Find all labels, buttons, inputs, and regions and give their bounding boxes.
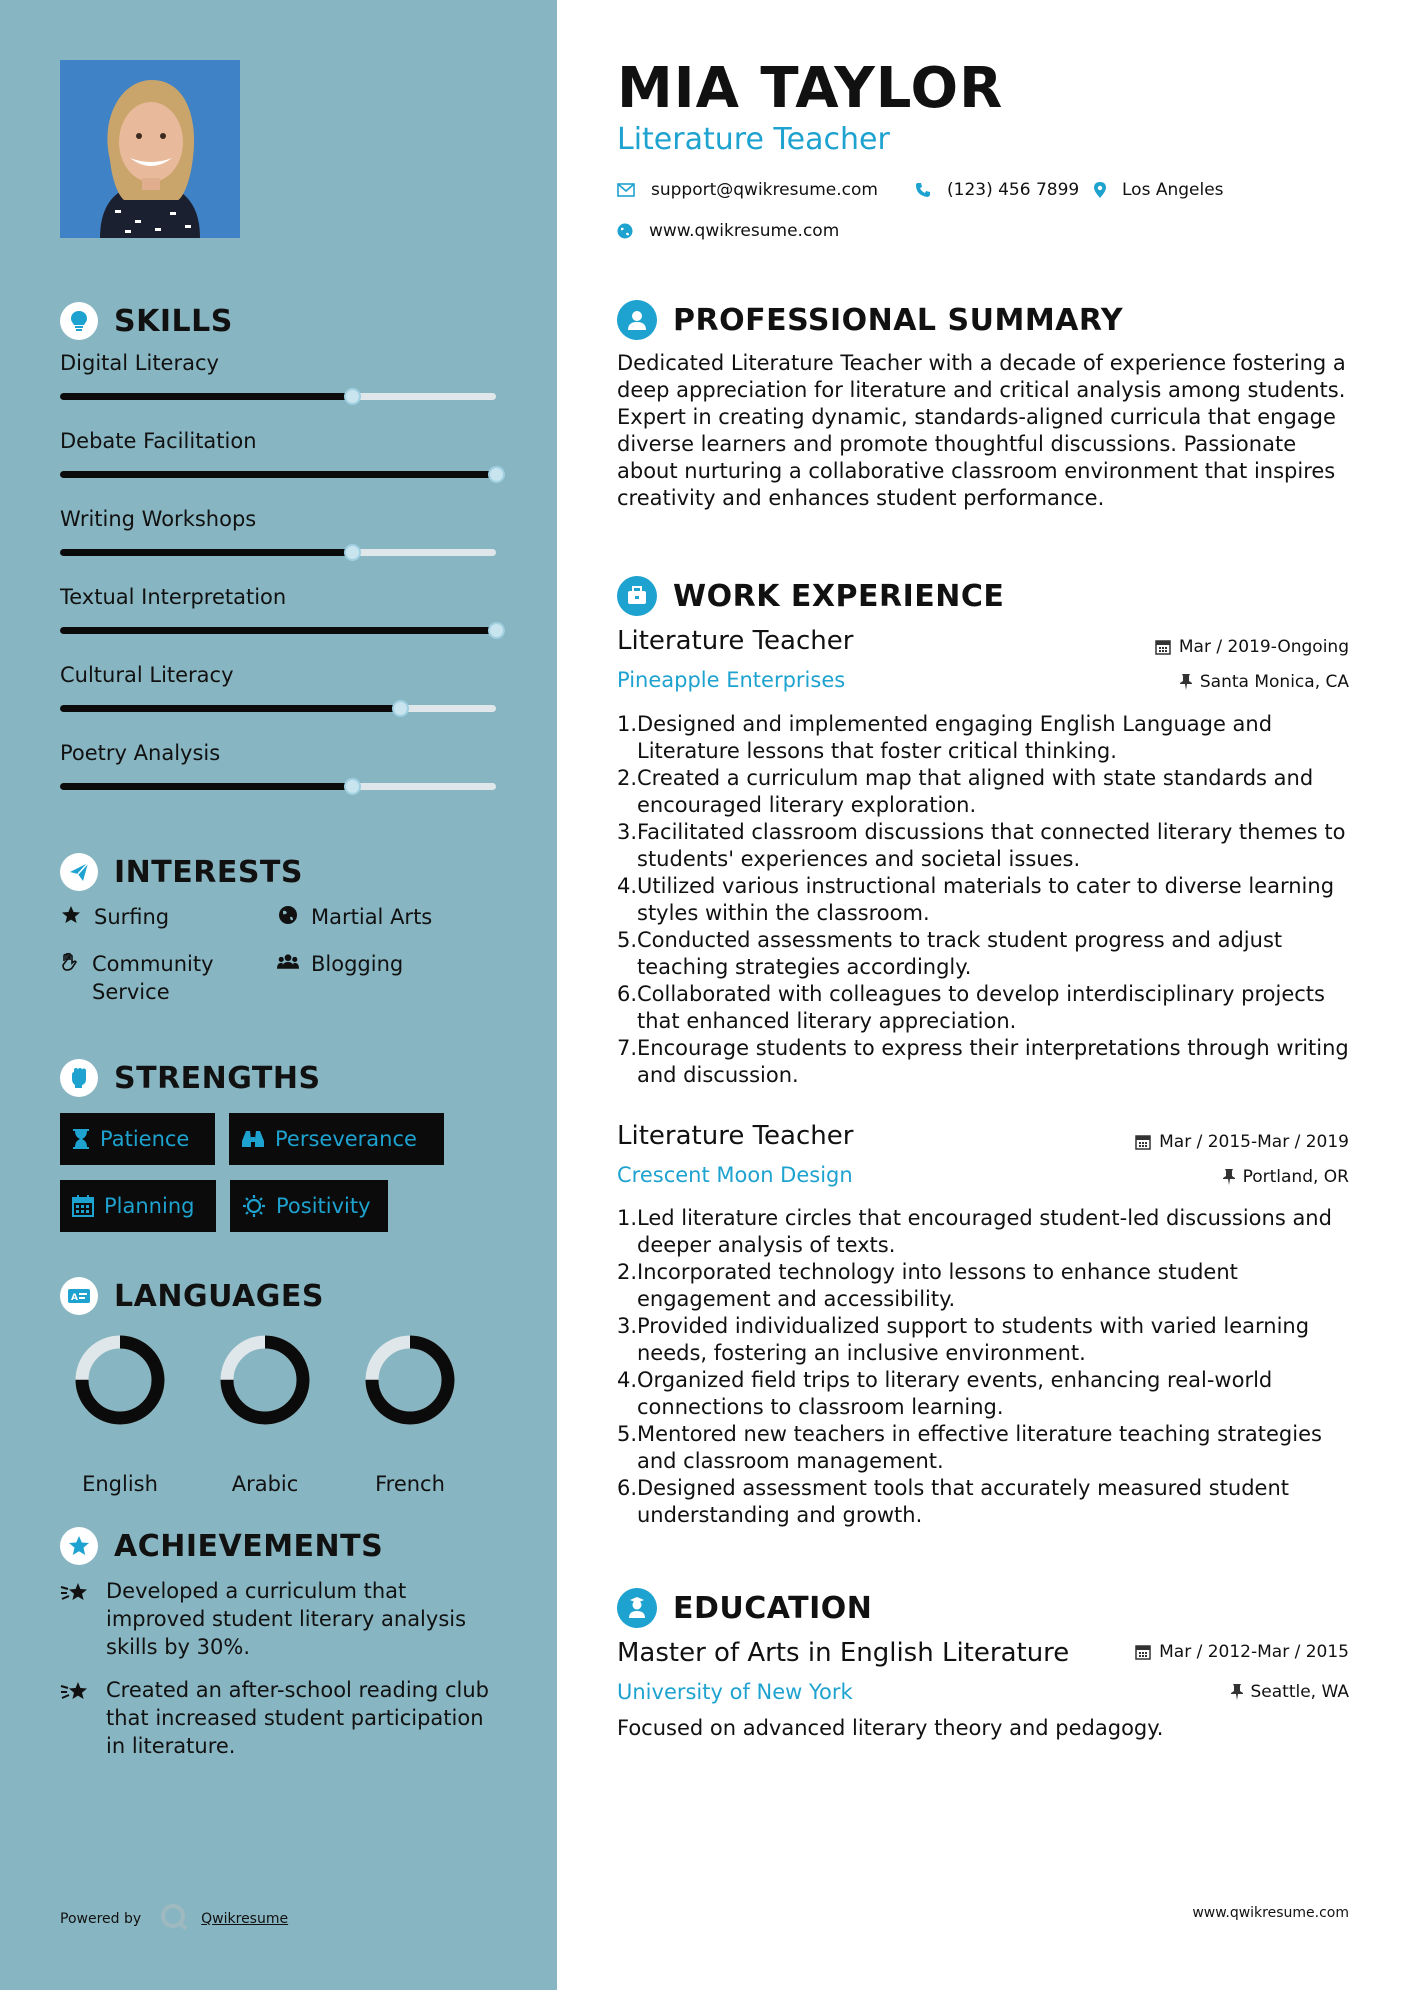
briefcase-icon (617, 576, 657, 616)
hand-icon (60, 950, 80, 1006)
job-location-text: Santa Monica, CA (1199, 672, 1349, 692)
list-item: 2. Incorporated technology into lessons to enhance student engagement and accessibility. (617, 1260, 1238, 1311)
strengths-title: STRENGTHS (114, 1060, 321, 1096)
skill-bar (60, 627, 496, 634)
footer-url[interactable]: www.qwikresume.com (1192, 1905, 1349, 1921)
education-dates-text: Mar / 2012-Mar / 2015 (1159, 1642, 1349, 1662)
interests-header (60, 853, 303, 891)
list-item: 3. Facilitated classroom discussions that connected literary themes to students' experiences and societal issues. (617, 820, 1346, 871)
paper-plane-icon (60, 853, 98, 891)
skill-fill (60, 627, 496, 634)
hourglass-icon (72, 1128, 90, 1150)
language-name: English (82, 1472, 158, 1496)
strength-label: Positivity (276, 1194, 371, 1218)
achievement-item (60, 1676, 500, 1760)
job-company: Pineapple Enterprises (617, 668, 846, 692)
skill-bar (60, 549, 496, 556)
job-bullets (617, 711, 1367, 1089)
map-pin-icon (1094, 182, 1106, 198)
job-location (1223, 1167, 1349, 1187)
school-name: University of New York (617, 1680, 853, 1704)
job-dates-text: Mar / 2015-Mar / 2019 (1159, 1132, 1349, 1152)
skill-knob (392, 700, 409, 717)
powered-by (60, 1902, 288, 1936)
main-content (557, 0, 1407, 1990)
list-item: 6. Collaborated with colleagues to develop interdisciplinary projects that enhanced literary appreciation. (617, 982, 1325, 1033)
candidate-role: Literature Teacher (617, 122, 890, 157)
interest-item (60, 950, 260, 1006)
skill-bar (60, 783, 496, 790)
skill-bar (60, 393, 496, 400)
language-ring (360, 1330, 460, 1430)
strengths-header (60, 1059, 321, 1097)
list-item: 6. Designed assessment tools that accurately measured student understanding and growth. (617, 1476, 1290, 1527)
fist-icon (60, 1059, 98, 1097)
education-header (617, 1588, 872, 1628)
achievement-text: Developed a curriculum that improved student literary analysis skills by 30%. (106, 1579, 467, 1659)
language-name: French (375, 1472, 445, 1496)
interest-item (60, 903, 169, 931)
strength-label: Patience (100, 1127, 190, 1151)
skill-name: Cultural Literacy (60, 663, 234, 687)
strength-badge (229, 1113, 444, 1165)
globe-icon (617, 223, 633, 239)
education-dates (1135, 1642, 1349, 1662)
strength-badge (60, 1113, 215, 1165)
envelope-icon (617, 183, 635, 197)
job-dates-text: Mar / 2019-Ongoing (1178, 637, 1349, 657)
list-item: 5. Conducted assessments to track student progress and adjust teaching strategies accordingly. (617, 928, 1283, 979)
skill-name: Digital Literacy (60, 351, 219, 375)
strength-badge (230, 1180, 388, 1232)
job-dates (1155, 637, 1349, 657)
interests-title: INTERESTS (114, 854, 303, 890)
job-company: Crescent Moon Design (617, 1163, 853, 1187)
lightbulb-icon (60, 302, 98, 340)
language-card-icon (60, 1277, 98, 1315)
svg-text:A: A (71, 1293, 78, 1303)
interest-item (277, 903, 432, 931)
achievements-header (60, 1527, 383, 1565)
skill-name: Textual Interpretation (60, 585, 287, 609)
language-item (350, 1330, 470, 1496)
skill-fill (60, 471, 496, 478)
degree-title: Master of Arts in English Literature (617, 1638, 1070, 1668)
skill-bar (60, 705, 496, 712)
calendar-icon (1135, 1644, 1151, 1660)
summary-text: Dedicated Literature Teacher with a decade of experience fostering a deep appreciation for literature and critical analysis among students. Expert in creating dynamic, standards-aligned curricula that engage diverse learners and promote thoughtful discussions. Passionate about nurturing a collaborative classroom environment that inspires creativity and enhances student performance. (617, 351, 1346, 510)
users-icon (277, 950, 299, 978)
calendar-icon (1155, 639, 1171, 655)
education-location (1231, 1682, 1350, 1702)
skill-fill (60, 393, 352, 400)
skill-item (60, 351, 496, 375)
skill-knob (488, 622, 505, 639)
skill-item (60, 429, 496, 453)
interest-item (277, 950, 403, 978)
experience-header (617, 576, 1004, 616)
sun-icon (242, 1194, 266, 1218)
list-item: 2. Created a curriculum map that aligned with state standards and encouraged literary exploration. (617, 766, 1314, 817)
list-item: 1. Led literature circles that encouraged student-led discussions and deeper analysis of texts. (617, 1206, 1332, 1257)
strength-badge (60, 1180, 216, 1232)
qwikresume-link[interactable]: Qwikresume (201, 1911, 289, 1927)
job-title: Literature Teacher (617, 1121, 854, 1151)
achievement-item (60, 1577, 500, 1661)
candidate-name: MIA TAYLOR (617, 56, 1004, 121)
binoculars-icon (241, 1129, 265, 1149)
language-ring (70, 1330, 170, 1430)
skill-item (60, 663, 496, 687)
skill-item (60, 585, 496, 609)
summary-title: PROFESSIONAL SUMMARY (673, 302, 1124, 338)
contact-email[interactable] (617, 180, 878, 200)
list-item: 4. Organized field trips to literary events, enhancing real-world connections to classroom learning. (617, 1368, 1273, 1419)
phone-icon (915, 182, 931, 198)
interest-label: Community Service (92, 952, 214, 1004)
list-item: 1. Designed and implemented engaging English Language and Literature lessons that foster critical thinking. (617, 712, 1273, 763)
language-ring (215, 1330, 315, 1430)
skill-bar (60, 471, 496, 478)
list-item: 4. Utilized various instructional materials to cater to diverse learning styles within the classroom. (617, 874, 1335, 925)
education-location-text: Seattle, WA (1250, 1682, 1349, 1702)
shooting-star-icon (60, 1577, 90, 1661)
pushpin-icon (1231, 1684, 1243, 1700)
skills-title: SKILLS (114, 303, 233, 339)
experience-title: WORK EXPERIENCE (673, 578, 1005, 614)
location-text: Los Angeles (1122, 180, 1224, 200)
skill-knob (344, 388, 361, 405)
skill-name: Writing Workshops (60, 507, 257, 531)
skill-item (60, 741, 496, 765)
job-location-text: Portland, OR (1242, 1167, 1349, 1187)
achievement-text: Created an after-school reading club that increased student participation in literature. (106, 1678, 490, 1758)
job-bullets (617, 1205, 1367, 1529)
sidebar (0, 0, 557, 1990)
list-item: 5. Mentored new teachers in effective literature teaching strategies and classroom management. (617, 1422, 1322, 1473)
profile-photo (60, 60, 240, 238)
skill-fill (60, 783, 352, 790)
skills-header (60, 302, 233, 340)
qwikresume-logo-icon (159, 1902, 189, 1936)
skill-knob (344, 778, 361, 795)
phone-text: (123) 456 7899 (947, 180, 1080, 200)
contact-location (1094, 180, 1224, 200)
shooting-star-icon (60, 1676, 90, 1760)
website-text: www.qwikresume.com (649, 221, 840, 241)
contact-phone[interactable] (915, 180, 1079, 200)
education-title: EDUCATION (673, 1590, 873, 1626)
job-location (1180, 672, 1349, 692)
contact-website[interactable] (617, 221, 839, 241)
interest-label: Surfing (94, 905, 170, 929)
job-dates (1135, 1132, 1349, 1152)
powered-by-label: Powered by (60, 1911, 142, 1927)
email-text: support@qwikresume.com (651, 180, 878, 200)
education-description: Focused on advanced literary theory and pedagogy. (617, 1716, 1164, 1740)
star-badge-icon (60, 1527, 98, 1565)
calendar-icon (72, 1195, 94, 1217)
skill-knob (488, 466, 505, 483)
strength-label: Planning (104, 1194, 195, 1218)
languages-title: LANGUAGES (114, 1278, 324, 1314)
interest-label: Martial Arts (311, 905, 433, 929)
interest-label: Blogging (311, 952, 404, 976)
language-item (60, 1330, 180, 1496)
skill-fill (60, 549, 352, 556)
graduate-icon (617, 1588, 657, 1628)
user-icon (617, 300, 657, 340)
language-item (205, 1330, 325, 1496)
strength-label: Perseverance (275, 1127, 417, 1151)
skill-item (60, 507, 496, 531)
globe-icon (277, 903, 299, 931)
skill-fill (60, 705, 400, 712)
skill-knob (344, 544, 361, 561)
summary-header (617, 300, 1123, 340)
languages-header (60, 1277, 324, 1315)
achievements-title: ACHIEVEMENTS (114, 1528, 384, 1564)
skill-name: Debate Facilitation (60, 429, 257, 453)
list-item: 3. Provided individualized support to students with varied learning needs, fostering an inclusive environment. (617, 1314, 1310, 1365)
skill-name: Poetry Analysis (60, 741, 221, 765)
language-name: Arabic (231, 1472, 299, 1496)
calendar-icon (1135, 1134, 1151, 1150)
star-icon (60, 903, 82, 931)
pushpin-icon (1223, 1169, 1235, 1185)
list-item: 7. Encourage students to express their interpretations through writing and discussion. (617, 1036, 1349, 1087)
pushpin-icon (1180, 674, 1192, 690)
job-title: Literature Teacher (617, 626, 854, 656)
